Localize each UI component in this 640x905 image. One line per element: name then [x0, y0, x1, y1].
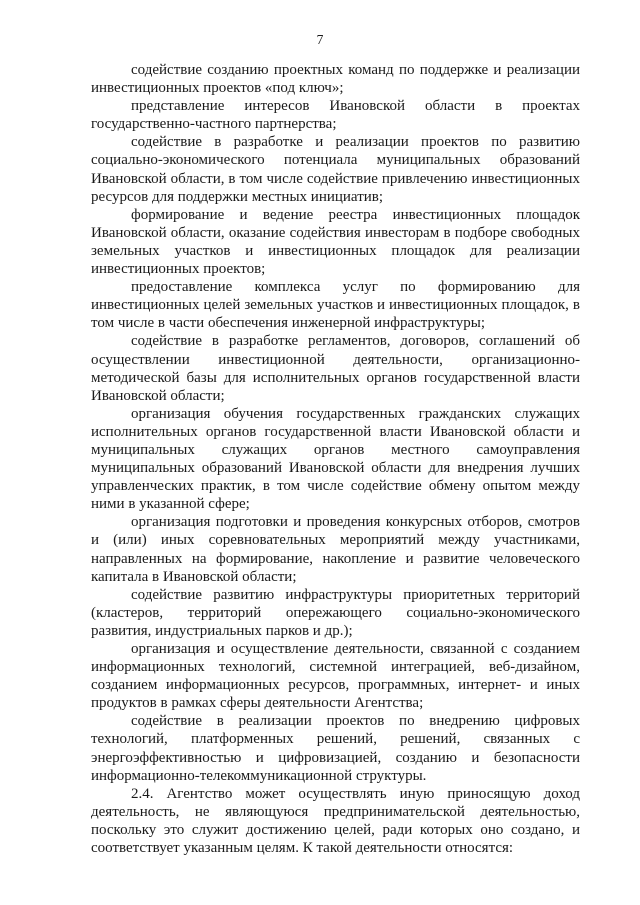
document-body	[91, 61, 580, 857]
paragraph: содействие в реализации проектов по внедрению цифровых технологий, платформенных решений, решений, связанных с энергоэффективностью и цифровизацией, созданию и безопасности информационно-телекоммуникационной структуры.	[91, 713, 580, 784]
paragraph: организация и осуществление деятельности, связанной с созданием информационных технологий, системной интеграцией, веб-дизайном, созданием информационных ресурсов, программных, интернет- и иных продуктов в рамках сферы деятельности Агентства;	[91, 641, 580, 712]
paragraph: формирование и ведение реестра инвестиционных площадок Ивановской области, оказание содействия инвесторам в подборе свободных земельных участков и инвестиционных площадок для реализации инвестиционных проектов;	[91, 206, 580, 278]
page-number: 7	[316, 32, 324, 47]
paragraph: содействие в разработке регламентов, договоров, соглашений об осуществлении инвестиционной деятельности, организационно-методической базы для исполнительных органов государственной власти Ивановской области;	[91, 333, 580, 404]
paragraph: представление интересов Ивановской области в проектах государственно-частного партнерства;	[91, 98, 580, 133]
paragraph: содействие в разработке и реализации проектов по развитию социально-экономического потенциала муниципальных образований Ивановской области, в том числе содействие привлечению инвестиционных ресурсов для поддержки местных инициатив;	[91, 134, 580, 205]
paragraph: организация подготовки и проведения конкурсных отборов, смотров и (или) иных соревновательных мероприятий между участниками, направленных на формирование, накопление и развитие человеческого капитала в Ивановской области;	[91, 514, 580, 585]
paragraph: содействие созданию проектных команд по поддержке и реализации инвестиционных проектов «под ключ»;	[91, 62, 580, 97]
paragraph: организация обучения государственных гражданских служащих исполнительных органов государственной власти Ивановской области и муниципальных служащих органов местного самоуправления муниципальных образований Ивановской области для внедрения лучших управленческих практик, в том числе содействие обмену опытом между ними в указанной сфере;	[91, 405, 580, 513]
paragraph: предоставление комплекса услуг по формированию для инвестиционных целей земельных участков и инвестиционных площадок, в том числе в части обеспечения инженерной инфраструктуры;	[91, 279, 580, 332]
paragraph: 2.4. Агентство может осуществлять иную приносящую доход деятельность, не являющуюся предпринимательской деятельностью, поскольку это служит достижению целей, ради которых оно создано, и соответствует указанным целям. К такой деятельности относятся:	[91, 785, 580, 857]
paragraph: содействие развитию инфраструктуры приоритетных территорий (кластеров, территорий опережающего социально-экономического развития, индустриальных парков и др.);	[91, 586, 580, 639]
